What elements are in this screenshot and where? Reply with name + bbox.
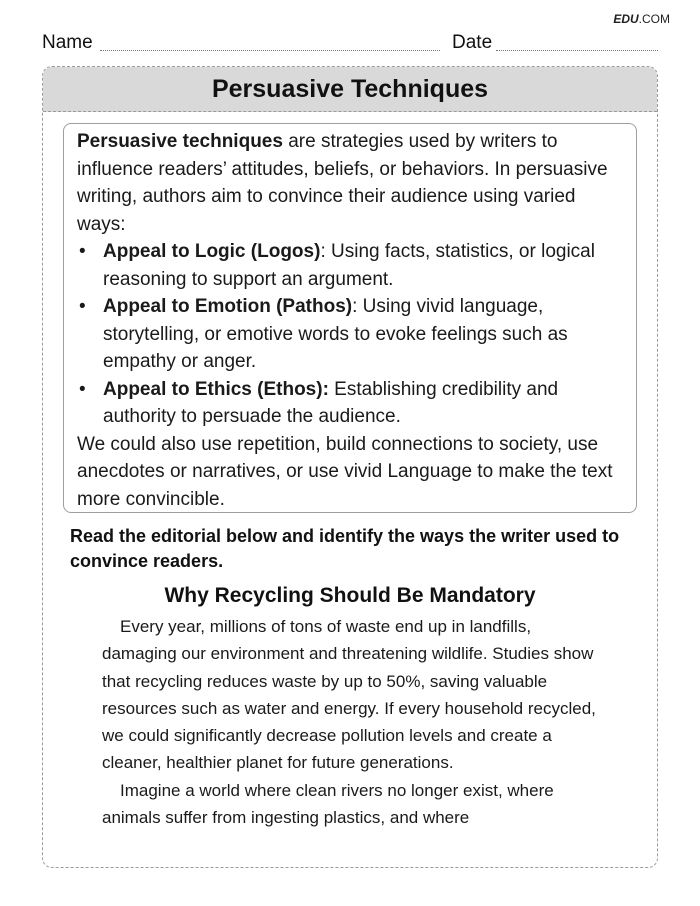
bullet-icon: • <box>79 378 86 400</box>
technique-name: Appeal to Emotion (Pathos) <box>103 296 353 317</box>
editorial-paragraph-2: Imagine a world where clean rivers no longer exist, where animals suffer from ingesting plastics, and where <box>102 780 554 828</box>
name-label: Name <box>42 32 93 53</box>
technique-desc: Establishing credibility and authority to persuade the audience. <box>103 378 559 427</box>
technique-item-ethos <box>77 376 622 431</box>
editorial-body <box>102 613 602 831</box>
bullet-icon: • <box>79 241 86 262</box>
technique-item-logos <box>77 238 622 293</box>
info-closing: We could also use repetition, build connections to society, use anecdotes or narratives, or use vivid Language to make the text more convincible. <box>77 433 613 510</box>
editorial-title: Why Recycling Should Be Mandatory <box>164 584 536 607</box>
technique-list <box>77 238 622 431</box>
technique-desc: : Using facts, statistics, or logical reasoning to support an argument. <box>103 241 595 290</box>
instruction-text: Read the editorial below and identify the ways the writer used to convince readers. <box>70 526 620 571</box>
date-field[interactable] <box>496 50 658 51</box>
brand-logo <box>613 12 670 26</box>
bullet-icon: • <box>79 296 86 317</box>
date-label: Date <box>452 32 493 53</box>
worksheet-card <box>42 66 658 868</box>
page-title: Persuasive Techniques <box>211 74 489 103</box>
technique-name: Appeal to Ethics (Ethos): <box>103 378 329 400</box>
editorial-paragraph-1: Every year, millions of tons of waste end up in landfills, damaging our environment and threatening wildlife. Studies show that recycling reduces waste by up to 50%, saving valuable resources such as water and energy. If every household recycled, we could significantly decrease pollution levels and create a cleaner, healthier planet for future generations. <box>102 617 596 773</box>
info-intro-bold: Persuasive techniques <box>77 131 283 152</box>
info-intro-text: are strategies used by writers to influence readers’ attitudes, beliefs, or behaviors. In persuasive writing, authors aim to convince their audience using varied ways: <box>77 131 608 235</box>
technique-desc: : Using vivid language, storytelling, or emotive words to evoke feelings such as empathy or anger. <box>103 296 568 372</box>
title-bar <box>43 67 657 112</box>
name-date-header <box>42 30 658 54</box>
technique-item-pathos <box>77 293 622 376</box>
technique-name: Appeal to Logic (Logos) <box>103 241 321 262</box>
brand-logo-bold: EDU <box>613 12 639 26</box>
name-field[interactable] <box>100 50 440 51</box>
brand-logo-rest: .COM <box>638 12 670 26</box>
info-box <box>63 123 637 513</box>
info-intro <box>77 128 622 238</box>
